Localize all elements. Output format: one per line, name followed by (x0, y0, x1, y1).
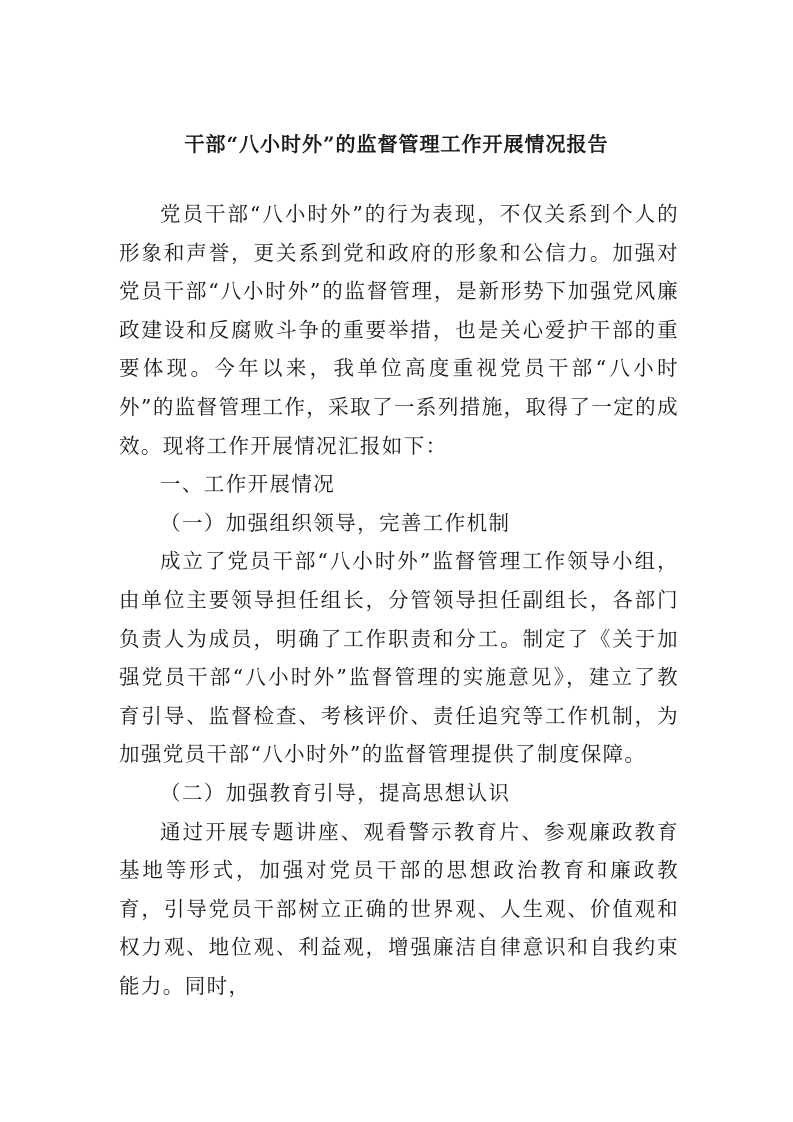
section-heading: 一、工作开展情况 (160, 472, 336, 497)
body-paragraph-2: 通过开展专题讲座、观看警示教育片、参观廉政教育基地等形式，加强对党员干部的思想政治教育和廉政教育，引导党员干部树立正确的世界观、人生观、价值观和权力观、地位观、利益观，增强廉洁自律意识和自我约束能力。同时， (119, 819, 679, 998)
document-title: 干部“八小时外”的监督管理工作开展情况报告 (184, 132, 609, 156)
subsection-heading-1: （一）加强组织领导，完善工作机制 (160, 510, 511, 535)
subsection-heading-2: （二）加强教育引导，提高思想认识 (160, 780, 511, 805)
intro-paragraph: 党员干部“八小时外”的行为表现，不仅关系到个人的形象和声誉，更关系到党和政府的形象和公信力。加强对党员干部“八小时外”的监督管理，是新形势下加强党风廉政建设和反腐败斗争的重要举措，也是关心爱护干部的重要体现。今年以来，我单位高度重视党员干部“八小时外”的监督管理工作，采取了一系列措施，取得了一定的成效。现将工作开展情况汇报如下： (119, 202, 679, 458)
document-body (119, 195, 679, 1005)
body-paragraph-1: 成立了党员干部“八小时外”监督管理工作领导小组，由单位主要领导担任组长，分管领导担任副组长，各部门负责人为成员，明确了工作职责和分工。制定了《关于加强党员干部“八小时外”监督管理的实施意见》，建立了教育引导、监督检查、考核评价、责任追究等工作机制，为加强党员干部“八小时外”的监督管理提供了制度保障。 (119, 549, 679, 767)
